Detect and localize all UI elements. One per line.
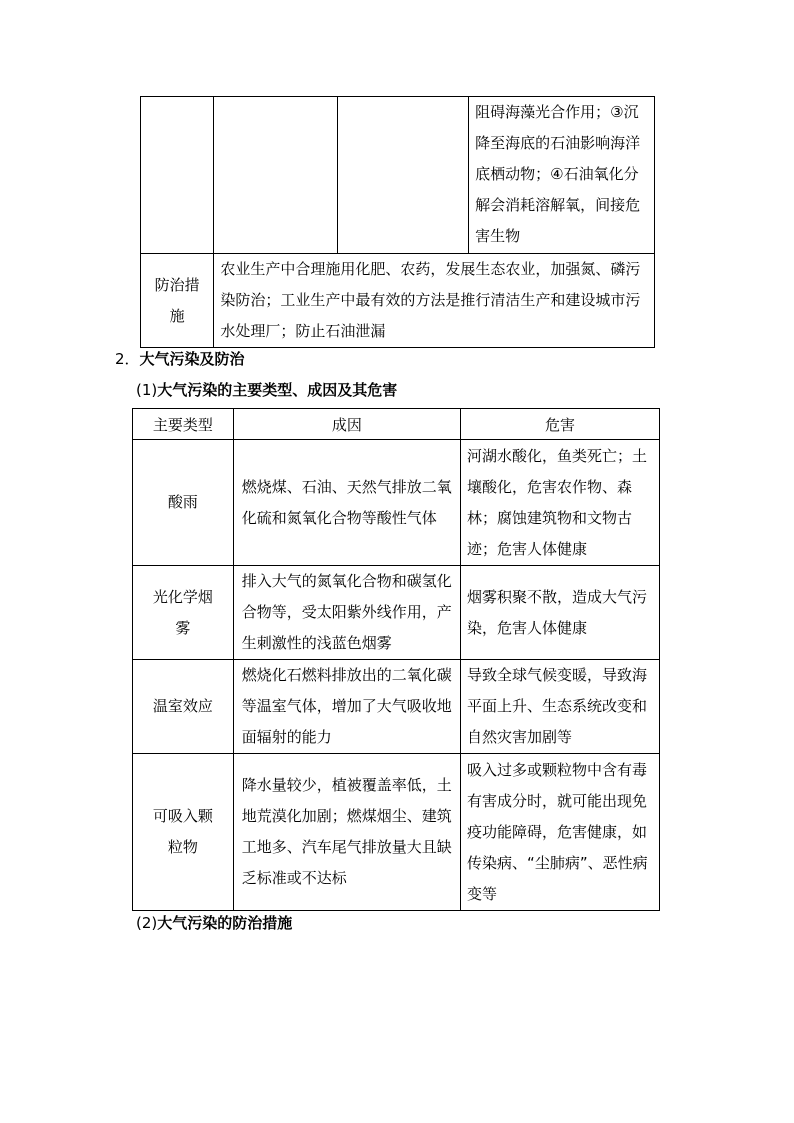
cause-cell xyxy=(233,754,460,911)
table-row xyxy=(141,254,655,348)
table-row xyxy=(133,660,660,754)
subheading-1 xyxy=(136,379,397,401)
subheading-number: (2) xyxy=(136,914,158,932)
table-row xyxy=(141,97,655,254)
measures-text: 农业生产中合理施用化肥、农药，发展生态农业，加强氮、磷污染防治；工业生产中最有效的方法是推行清洁生产和建设城市污水处理厂；防止石油泄漏 xyxy=(220,260,641,340)
cause-cell xyxy=(233,566,460,660)
column-header: 成因 xyxy=(233,409,460,440)
harm-text: 导致全球气候变暖，导致海平面上升、生态系统改变和自然灾害加剧等 xyxy=(467,666,648,746)
harm-text: 烟雾积聚不散，造成大气污染，危害人体健康 xyxy=(467,587,648,637)
measures-text-cell xyxy=(214,254,655,348)
measures-label-cell xyxy=(141,254,214,348)
type-text: 光化学烟雾 xyxy=(152,587,213,637)
air-pollution-table xyxy=(132,408,660,911)
section-title: 大气污染及防治 xyxy=(139,350,245,368)
cause-text: 排入大气的氮氧化合物和碳氢化合物等，受太阳紫外线作用，产生刺激性的浅蓝色烟雾 xyxy=(241,572,452,652)
type-text: 温室效应 xyxy=(152,697,213,715)
subheading-title: 大气污染的防治措施 xyxy=(157,914,293,932)
measures-label: 防治措施 xyxy=(154,275,200,325)
cause-text: 降水量较少，植被覆盖率低，土地荒漠化加剧；燃煤烟尘、建筑工地多、汽车尾气排放量大且缺乏标准或不达标 xyxy=(241,776,452,887)
cause-text: 燃烧化石燃料排放出的二氧化碳等温室气体，增加了大气吸收地面辐射的能力 xyxy=(241,666,452,746)
harm-text: 吸入过多或颗粒物中含有毒有害成分时，就可能出现免疫功能障碍，危害健康，如传染病、“尘肺病”、恶性病变等 xyxy=(467,760,648,903)
type-cell xyxy=(133,440,234,566)
table-header-row xyxy=(133,409,660,440)
type-cell xyxy=(133,660,234,754)
table-cell xyxy=(337,97,469,254)
harm-cell xyxy=(461,660,660,754)
type-text: 可吸入颗粒物 xyxy=(152,807,213,856)
cause-cell xyxy=(233,660,460,754)
harm-text-continued: 阻碍海藻光合作用；③沉降至海底的石油影响海洋底栖动物；④石油氧化分解会消耗溶解氧，间接危害生物 xyxy=(475,103,641,245)
cause-cell xyxy=(233,440,460,566)
harm-cell xyxy=(461,566,660,660)
subheading-2 xyxy=(136,912,292,934)
subheading-number: (1) xyxy=(136,381,158,399)
cause-text: 燃烧煤、石油、天然气排放二氧化硫和氮氧化合物等酸性气体 xyxy=(241,477,452,527)
table-row xyxy=(133,440,660,566)
table-row xyxy=(133,754,660,911)
type-cell xyxy=(133,566,234,660)
type-cell xyxy=(133,754,234,911)
table-cell xyxy=(141,97,214,254)
table-cell xyxy=(469,97,655,254)
water-pollution-table xyxy=(140,96,655,348)
harm-cell xyxy=(461,440,660,566)
column-header: 主要类型 xyxy=(133,409,234,440)
section-heading xyxy=(115,348,245,370)
table-row xyxy=(133,566,660,660)
section-number: 2． xyxy=(115,350,140,368)
harm-cell xyxy=(461,754,660,911)
harm-text: 河湖水酸化，鱼类死亡；土壤酸化，危害农作物、森林；腐蚀建筑物和文物古迹；危害人体健康 xyxy=(467,446,648,558)
table-cell xyxy=(214,97,337,254)
subheading-title: 大气污染的主要类型、成因及其危害 xyxy=(157,381,398,399)
type-text: 酸雨 xyxy=(167,493,198,511)
column-header: 危害 xyxy=(461,409,660,440)
